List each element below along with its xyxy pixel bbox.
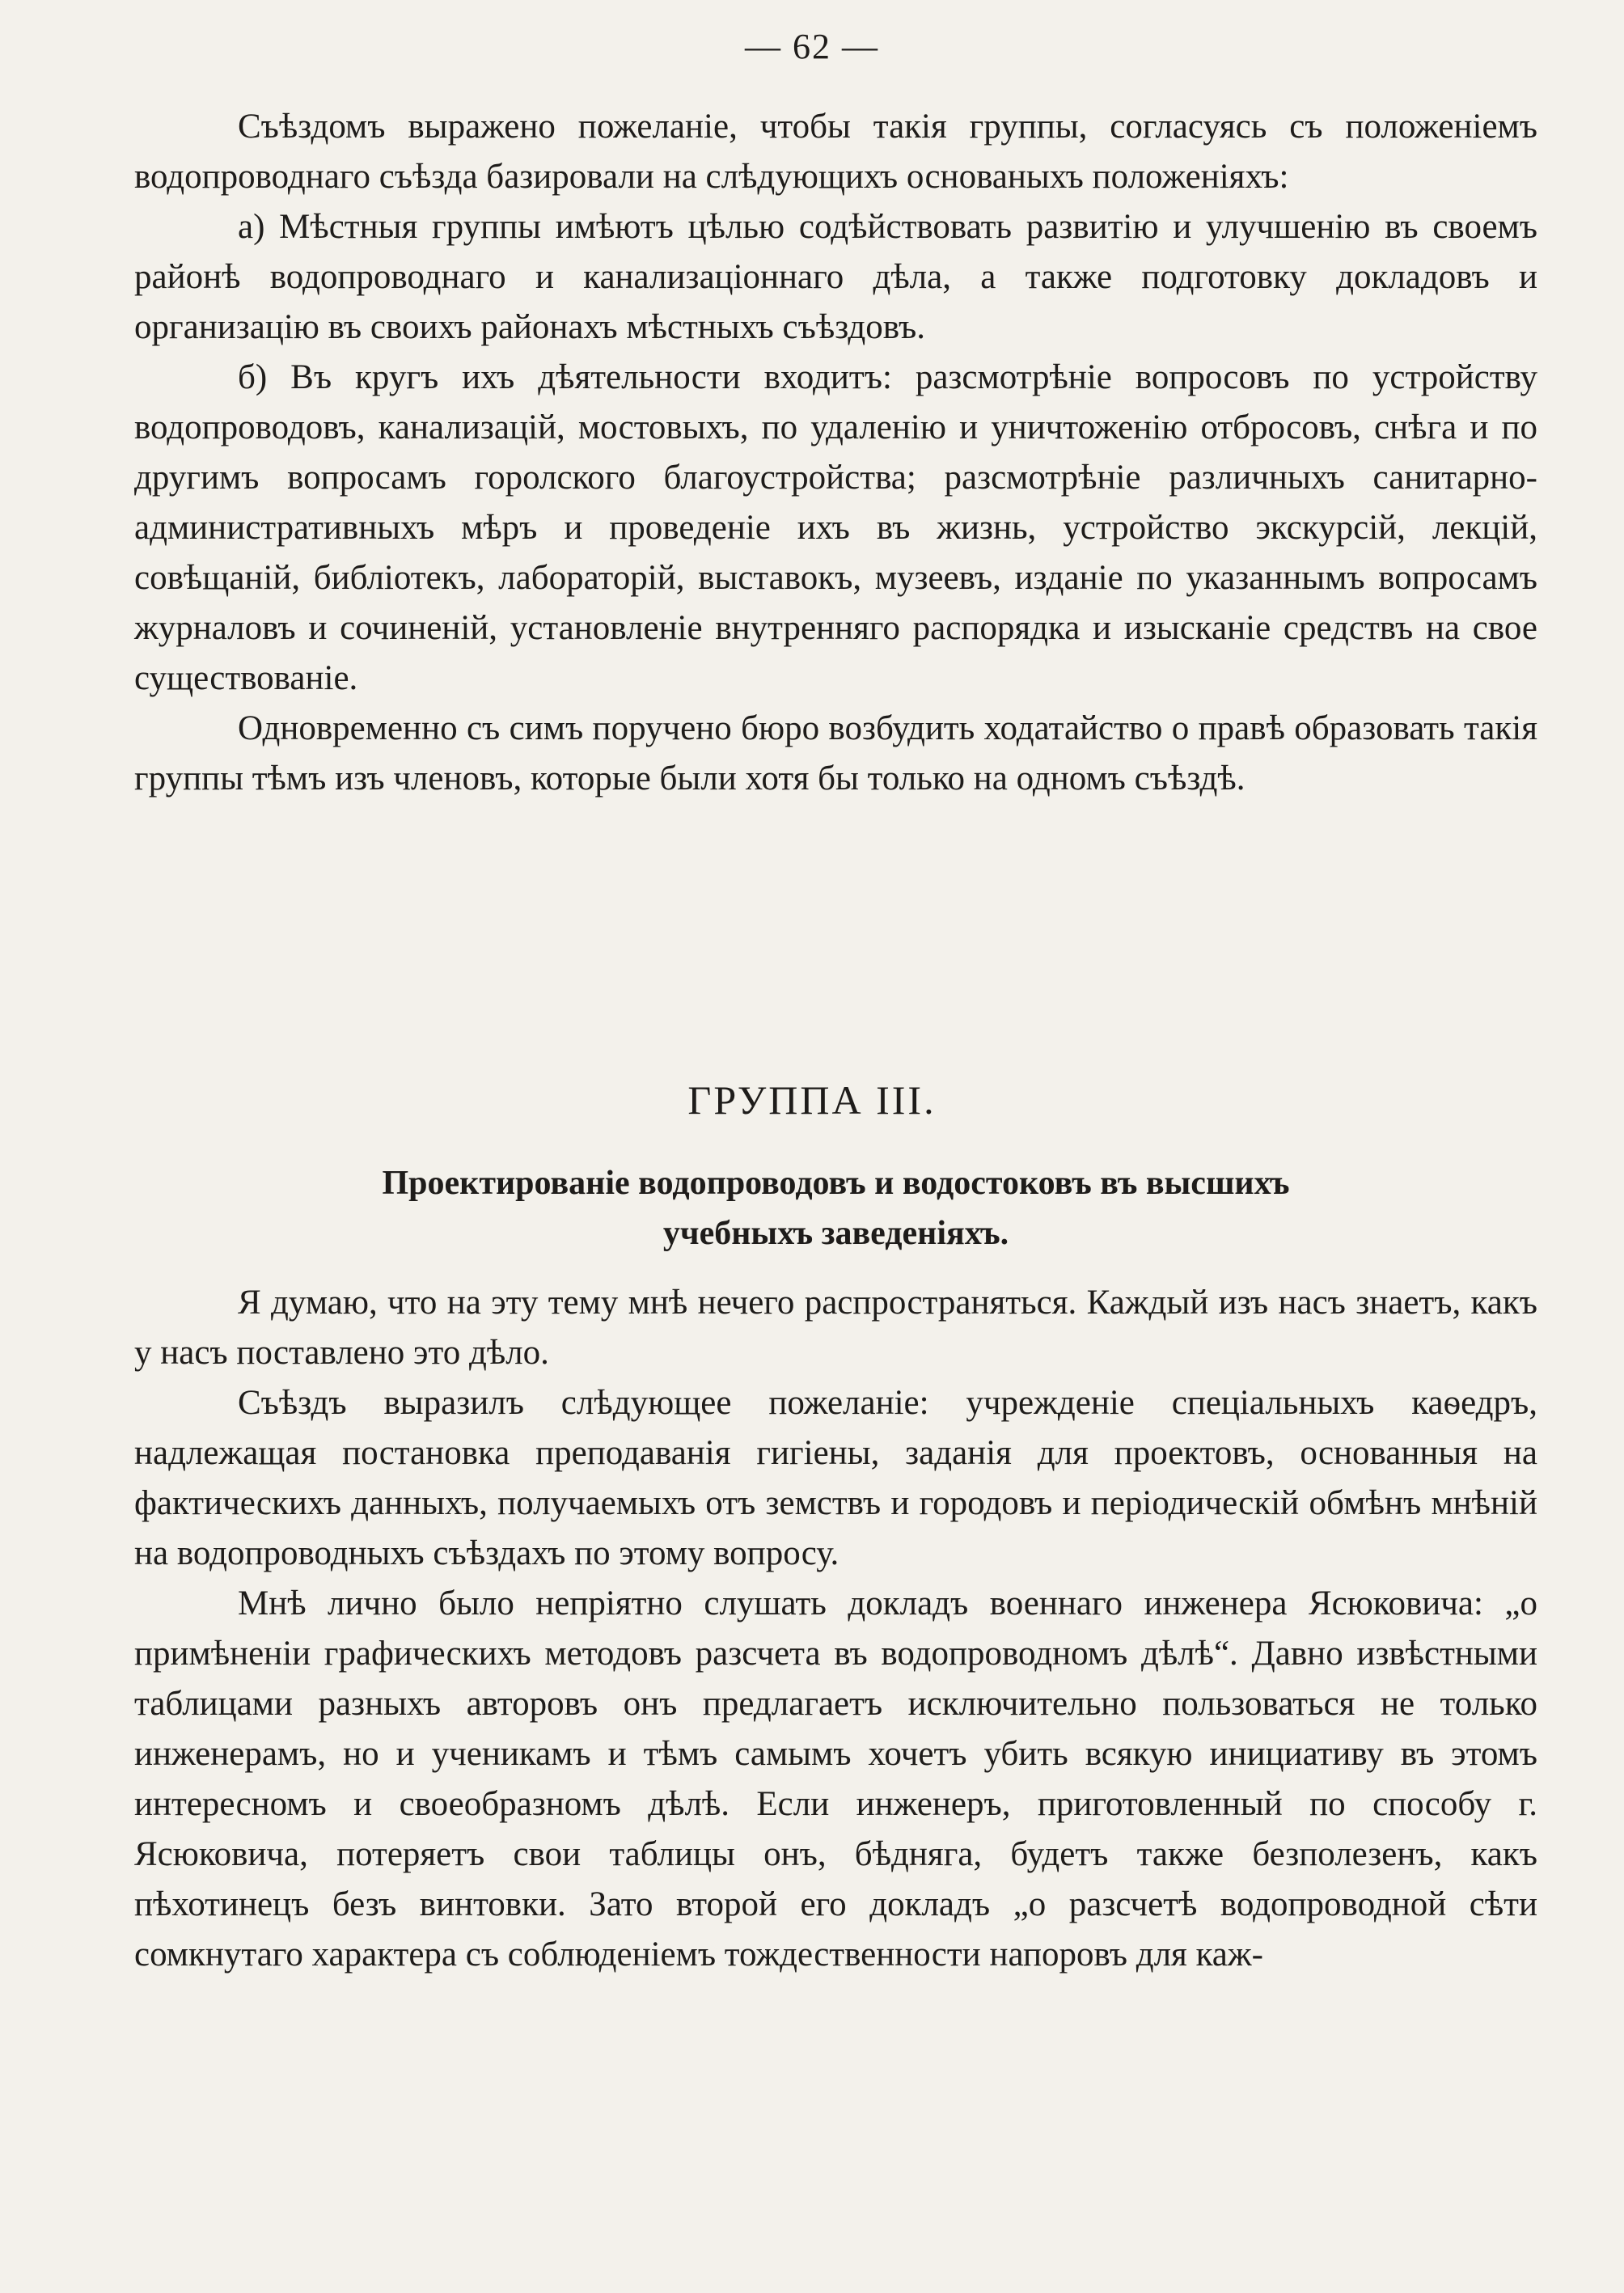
- section-title-line: Проектированіе водопроводовъ и водостоковъ въ высшихъ: [382, 1165, 1290, 1202]
- paragraph: а) Мѣстныя группы имѣютъ цѣлью содѣйствовать развитію и улучшенію въ своемъ районѣ водопроводнаго и канализаціоннаго дѣла, а также подготовку докладовъ и организацію въ своихъ районахъ мѣстныхъ съѣздовъ.: [134, 208, 1537, 346]
- section-title-line: учебныхъ заведеніяхъ.: [662, 1215, 1009, 1252]
- section-title: [134, 1158, 1537, 1259]
- paragraph: Я думаю, что на эту тему мнѣ нечего распространяться. Каждый изъ насъ знаетъ, какъ у насъ поставлено это дѣло.: [134, 1284, 1537, 1372]
- paragraph: Съѣздъ выразилъ слѣдующее пожеланіе: учрежденіе спеціальныхъ каѳедръ, надлежащая постановка преподаванія гигіены, заданія для проектовъ, основанныя на фактическихъ данныхъ, получаемыхъ отъ земствъ и городовъ и періодическій обмѣнъ мнѣній на водопроводныхъ съѣздахъ по этому вопросу.: [134, 1384, 1537, 1572]
- lower-text-block: [134, 1278, 1537, 1980]
- page-number: — 62 —: [745, 27, 879, 66]
- paragraph: Мнѣ лично было непріятно слушать докладъ военнаго инженера Ясюковича: „о примѣненіи графическихъ методовъ разсчета въ водопроводномъ дѣлѣ“. Давно извѣстными таблицами разныхъ авторовъ онъ предлагаетъ исключительно пользоваться не только инженерамъ, но и ученикамъ и тѣмъ самымъ хочетъ убить всякую инициативу въ этомъ интересномъ и своеобразномъ дѣлѣ. Если инженеръ, приготовленный по способу г. Ясюковича, потеряетъ свои таблицы онъ, бѣдняга, будетъ также безполезенъ, какъ пѣхотинецъ безъ винтовки. Зато второй его докладъ „о разсчетѣ водопроводной сѣти сомкнутаго характера съ соблюденіемъ тождественности напоровъ для каж-: [134, 1584, 1537, 1974]
- group-heading: ГРУППА III.: [687, 1077, 937, 1123]
- upper-text-block: [134, 102, 1537, 804]
- paragraph: б) Въ кругъ ихъ дѣятельности входитъ: разсмотрѣніе вопросовъ по устройству водопроводовъ, канализацій, мостовыхъ, по удаленію и уничтоженію отбросовъ, снѣга и по другимъ вопросамъ горолского благоустройства; разсмотрѣніе различныхъ санитарно-административныхъ мѣръ и проведеніе ихъ въ жизнь, устройство экскурсій, лекцій, совѣщаній, библіотекъ, лабораторій, выставокъ, музеевъ, изданіе по указаннымъ вопросамъ журналовъ и сочиненій, установленіе внутренняго распорядка и изысканіе средствъ на свое существованіе.: [134, 358, 1537, 697]
- paragraph: Съѣздомъ выражено пожеланіе, чтобы такія группы, согласуясь съ положеніемъ водопроводнаго съѣзда базировали на слѣдующихъ основаныхъ положеніяхъ:: [134, 108, 1537, 196]
- paragraph: Одновременно съ симъ поручено бюро возбудить ходатайство о правѣ образовать такія группы тѣмъ изъ членовъ, которые были хотя бы только на одномъ съѣздѣ.: [134, 709, 1537, 797]
